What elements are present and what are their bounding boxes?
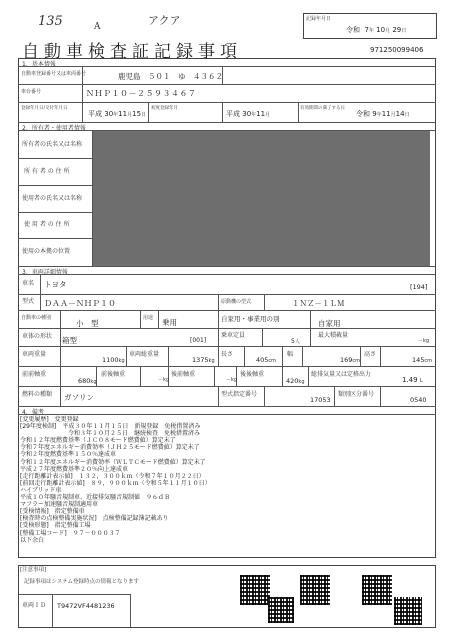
- expiry-label: 有効期間の満了する日: [300, 106, 345, 111]
- remarks-line: [整備工場コード] ９７－０００３７: [20, 529, 121, 537]
- gross: 1375kg: [192, 356, 215, 364]
- remarks-line: 平成１０年騒音規制車、近接排気騒音規制値 ９６ｄＢ: [20, 494, 171, 502]
- user-address-label: 使 用 者 の 住 所: [24, 221, 70, 228]
- width-label: 幅: [287, 351, 294, 358]
- remarks-line: [前回走行距離計表示値] ８９，９００ｋｍ（令和５年１１月１０日）: [20, 479, 211, 487]
- rf-axle-label: 後前軸重: [171, 371, 196, 378]
- chassis-label: 車台番号: [21, 89, 42, 95]
- reg-number-label: 自動車登録番号又は車両番号: [21, 71, 87, 77]
- type-no-label: 型式指定番号: [221, 391, 258, 398]
- ff-axle: 680kg: [78, 377, 97, 385]
- maker: トヨタ: [44, 280, 67, 289]
- fr-axle-label: 前後軸重: [101, 371, 126, 378]
- remarks-block: [20, 416, 430, 544]
- capacity: 5人: [291, 338, 300, 345]
- remarks-line: [変更履歴] 変更登録: [20, 416, 79, 423]
- qr-code-2: [268, 597, 294, 623]
- body-code: [001]: [190, 337, 207, 344]
- expiry-date: 令和 9年11月14日: [356, 110, 410, 118]
- section-vehicle-heading: 3．車両詳細情報: [22, 269, 68, 276]
- model: ＤＡＡ－ＮＨＰ１０: [44, 299, 116, 308]
- rf-axle: －kg: [226, 377, 238, 383]
- body-label: 車体の形状: [22, 333, 53, 340]
- height: 145cm: [412, 356, 433, 364]
- section-owner-heading: 2．所有者・使用者情報: [22, 125, 86, 132]
- height-label: 高さ: [364, 351, 377, 358]
- remarks-line: 令和７年度エネルギー消費効率（ＪＨ２５モード燃費値）算定未了: [20, 444, 200, 452]
- qr-code-1: [240, 575, 270, 605]
- remarks-line: 平成２７年度燃費基準２０％向上達成車: [20, 465, 129, 473]
- section-remarks-heading: 4．備考: [22, 409, 44, 416]
- remarks-line: 令和１２年度エネルギー消費効率（ＷＬＴＣモード燃費値）算定未了: [20, 458, 206, 466]
- record-date: 令和 7年 10月 29日: [346, 26, 407, 34]
- rr-axle-label: 後後軸重: [240, 371, 265, 378]
- class-no-label: 類別区分番号: [338, 391, 375, 398]
- remarks-line: マフラー加速騒音規制適用車: [20, 501, 99, 509]
- body: 箱型: [62, 336, 77, 345]
- maker-code: [194]: [410, 283, 428, 291]
- kind: 小 型: [76, 319, 99, 328]
- redacted-owner-info: [93, 131, 430, 266]
- document-number: 971250099406: [370, 46, 424, 54]
- model-label: 型式: [22, 298, 35, 305]
- class-no: 0540: [410, 396, 427, 404]
- use-label: 用途: [143, 315, 154, 321]
- reg-number: 鹿児島 ５０１ ゆ ４３６２: [118, 72, 223, 81]
- maker-label: 車名: [22, 280, 35, 287]
- width: 169cm: [340, 356, 361, 364]
- private-label: 自家用・事業用の別: [221, 315, 280, 323]
- owner-name-label: 所有者の氏名又は名称: [22, 141, 83, 148]
- engine-label: 原動機の型式: [221, 299, 252, 305]
- fuel-label: 燃料の種類: [22, 391, 53, 398]
- remarks-line: [検査時の点検整備実施状況] 点検整備記録簿記載あり: [20, 515, 169, 523]
- first-reg-label: 登録年月日/交付年月日: [21, 106, 68, 111]
- qr-code-3: [300, 575, 330, 605]
- remarks-line: [29年度検制] 平成３０年１１月１５日 新規登録 免税措置済み: [20, 423, 201, 431]
- remarks-line: [受検形態] 指定整備工場: [20, 522, 91, 530]
- record-date-label: 記録年月日: [306, 16, 332, 22]
- kind-label: 自動車の種別: [21, 315, 52, 321]
- displacement: 1.49 L: [402, 376, 423, 384]
- displacement-label: 総排気量又は定格出力: [311, 371, 372, 378]
- use: 乗用: [162, 318, 177, 327]
- weight-label: 車両重量: [22, 351, 47, 358]
- fr-axle: －kg: [158, 377, 170, 383]
- notice-heading: [注意事項]: [20, 567, 47, 573]
- engine: １ＮＺ－１ＬＭ: [292, 299, 345, 308]
- qr-code-4: [362, 575, 392, 605]
- type-no: 17053: [310, 396, 331, 404]
- private: 自家用: [318, 319, 341, 328]
- rr-axle: 420kg: [286, 377, 305, 385]
- init-reg-date: 平成 30年11月: [226, 110, 271, 118]
- handwritten-letter: A: [94, 22, 101, 32]
- notice-text: 記録事項はシステム登録時点の情報となります: [24, 579, 139, 585]
- length-label: 長さ: [221, 351, 234, 358]
- gross-label: 車両総重量: [129, 351, 160, 358]
- chassis-number: ＮＨＰ１０－２５９３４６７: [86, 89, 197, 98]
- length: 405cm: [256, 356, 277, 364]
- car-id: T9472VF4481236: [57, 602, 115, 610]
- handwritten-number: 135: [38, 14, 63, 29]
- capacity-label: 乗車定員: [221, 332, 246, 339]
- section-basic-heading: 1．基本情報: [22, 61, 56, 68]
- user-name-label: 使用者の氏名又は名称: [22, 195, 83, 202]
- car-id-label: 車両ＩＤ: [22, 602, 47, 609]
- qr-code-5: [394, 597, 422, 625]
- weight: 1100kg: [102, 356, 125, 364]
- maxload: －kg: [418, 338, 430, 344]
- remarks-line: [走行距離計表示値] １３２，３００ｋｍ（令和７年１０月２２日）: [20, 472, 205, 480]
- remarks-line: 令和１２年度燃費基準（ＪＣ０８モード燃費値）算定未了: [20, 437, 176, 445]
- owner-address-label: 所 有 者 の 住 所: [24, 168, 70, 175]
- first-reg-date: 平成 30年11月15日: [88, 110, 147, 118]
- fuel: ガソリン: [64, 393, 94, 402]
- base-location-label: 使用の本拠の位置: [22, 248, 71, 255]
- remarks-line: 以下余白: [20, 536, 45, 544]
- remarks-line: ハイブリッド車: [20, 486, 62, 494]
- remarks-line: [受検情報] 指定整備車: [20, 508, 85, 516]
- page-title: 自動車検査証記録事項: [22, 42, 242, 62]
- maxload-label: 最大積載量: [318, 332, 349, 339]
- ff-axle-label: 前前軸重: [22, 371, 47, 378]
- handwritten-code: アクア: [148, 14, 181, 27]
- remarks-line: 令和２年度燃費基準１５０％達成車: [20, 451, 117, 459]
- remarks-line: 令和３年１０月２５日 継続検査 免税措置済み: [20, 430, 201, 438]
- init-reg-label: 初度登録年月: [151, 106, 178, 111]
